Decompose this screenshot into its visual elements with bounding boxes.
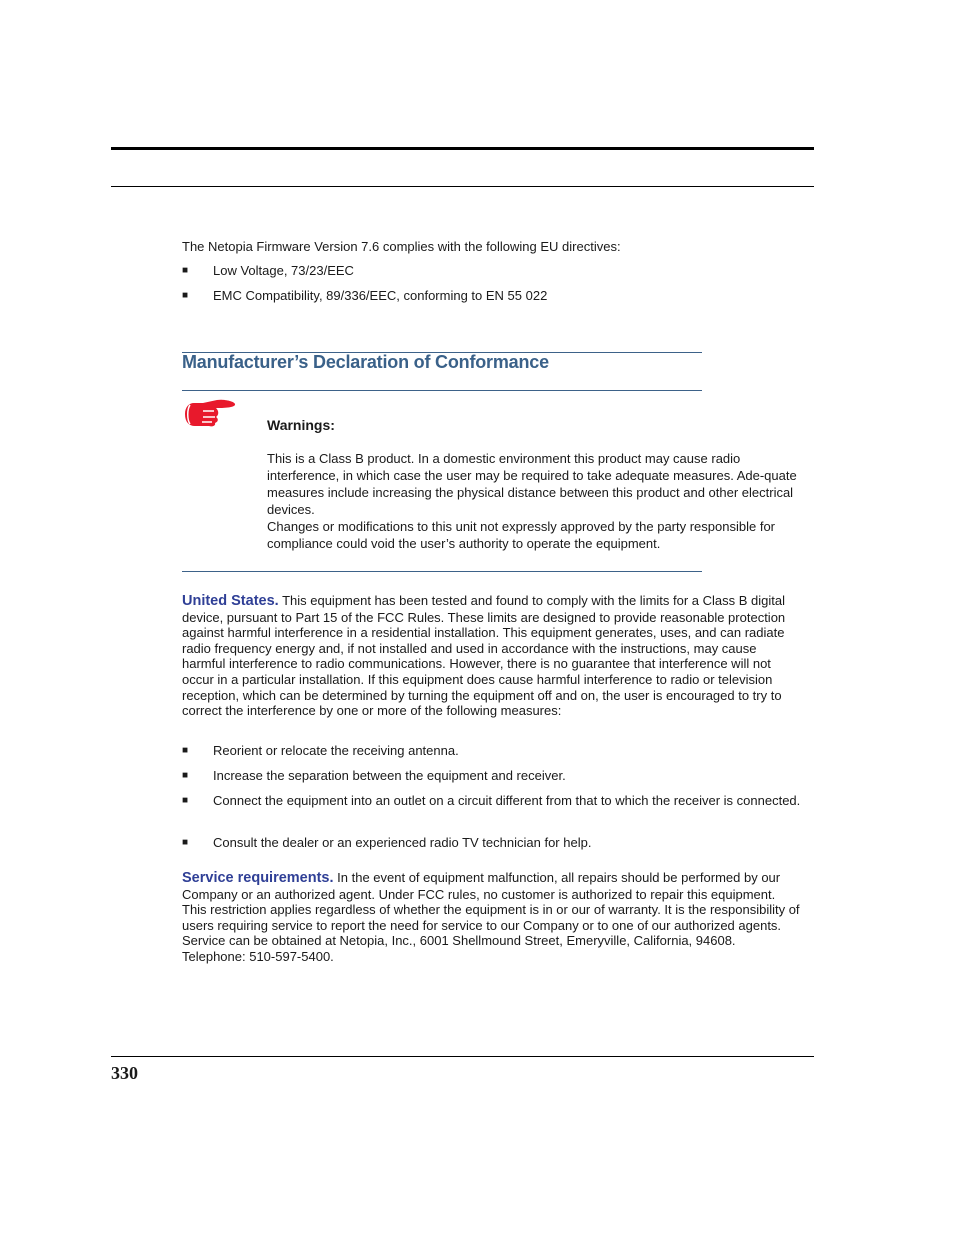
warning-rule-bottom (182, 571, 702, 572)
list-item-text: Connect the equipment into an outlet on a circuit different from that to which the receiver is connected. (213, 793, 801, 808)
bullet-mark: ■ (182, 795, 189, 806)
bullet-mark: ■ (182, 265, 189, 276)
header-rule-thick (111, 147, 814, 150)
list-item-text: Low Voltage, 73/23/EEC (213, 263, 354, 278)
list-item-text: EMC Compatibility, 89/336/EEC, conforming to EN 55 022 (213, 288, 548, 303)
service-heading: Service requirements. (182, 870, 334, 886)
footer-rule (111, 1056, 814, 1057)
bullet-mark: ■ (182, 745, 189, 756)
intro-text: The Netopia Firmware Version 7.6 complies with the following EU directives: (182, 239, 621, 254)
section-rule-bottom (182, 390, 702, 391)
list-item (182, 742, 802, 759)
bullet-mark: ■ (182, 290, 189, 301)
list-item-text: Consult the dealer or an experienced radio TV technician for help. (213, 835, 592, 850)
list-item (182, 834, 802, 851)
page-number: 330 (111, 1063, 138, 1083)
warnings-title: Warnings: (267, 417, 335, 433)
pointing-hand-icon (183, 398, 237, 428)
list-item-text: Reorient or relocate the receiving antenna. (213, 743, 459, 758)
section-title: Manufacturer’s Declaration of Conformance (182, 352, 549, 372)
list-item-text: Increase the separation between the equipment and receiver. (213, 768, 566, 783)
bullet-mark: ■ (182, 770, 189, 781)
list-item (182, 287, 802, 304)
service-paragraph (182, 870, 802, 965)
service-text: In the event of equipment malfunction, all repairs should be performed by our Company or an authorized agent. Under FCC rules, no customer is authorized to repair this equipment. This restriction applies regardless of whether the equipment is in or our of warranty. It is the responsibility of users requiring service to report the need for service to our Company or to one of our authorized agents. Service can be obtained at Netopia, Inc., 6001 Shellmound Street, Emeryville, California, 94608. Telephone: 510-597-5400. (182, 870, 800, 964)
warning-text-1: This is a Class B product. In a domestic environment this product may cause radio interference, in which case the user may be required to take adequate measures. Ade-quate measures include increasing the physical distance between this product and other electrical devices. (267, 451, 797, 517)
header-rule-thin (111, 186, 814, 187)
warning-text-2: Changes or modifications to this unit not expressly approved by the party responsible for compliance could void the user’s authority to operate the equipment. (267, 519, 775, 551)
list-item (182, 792, 802, 809)
list-item (182, 767, 802, 784)
us-heading: United States. (182, 593, 279, 609)
list-item (182, 262, 802, 279)
bullet-mark: ■ (182, 837, 189, 848)
us-paragraph (182, 593, 802, 719)
us-text: This equipment has been tested and found to comply with the limits for a Class B digital device, pursuant to Part 15 of the FCC Rules. These limits are designed to provide reasonable protection against harmful interference in a residential installation. This equipment generates, uses, and can radiate radio frequency energy and, if not installed and used in accordance with the instructions, may cause harmful interference to radio communications. However, there is no guarantee that interference will not occur in a particular installation. If this equipment does cause harmful interference to radio or television reception, which can be determined by turning the equipment off and on, the user is encouraged to try to correct the interference by one or more of the following measures: (182, 593, 786, 719)
